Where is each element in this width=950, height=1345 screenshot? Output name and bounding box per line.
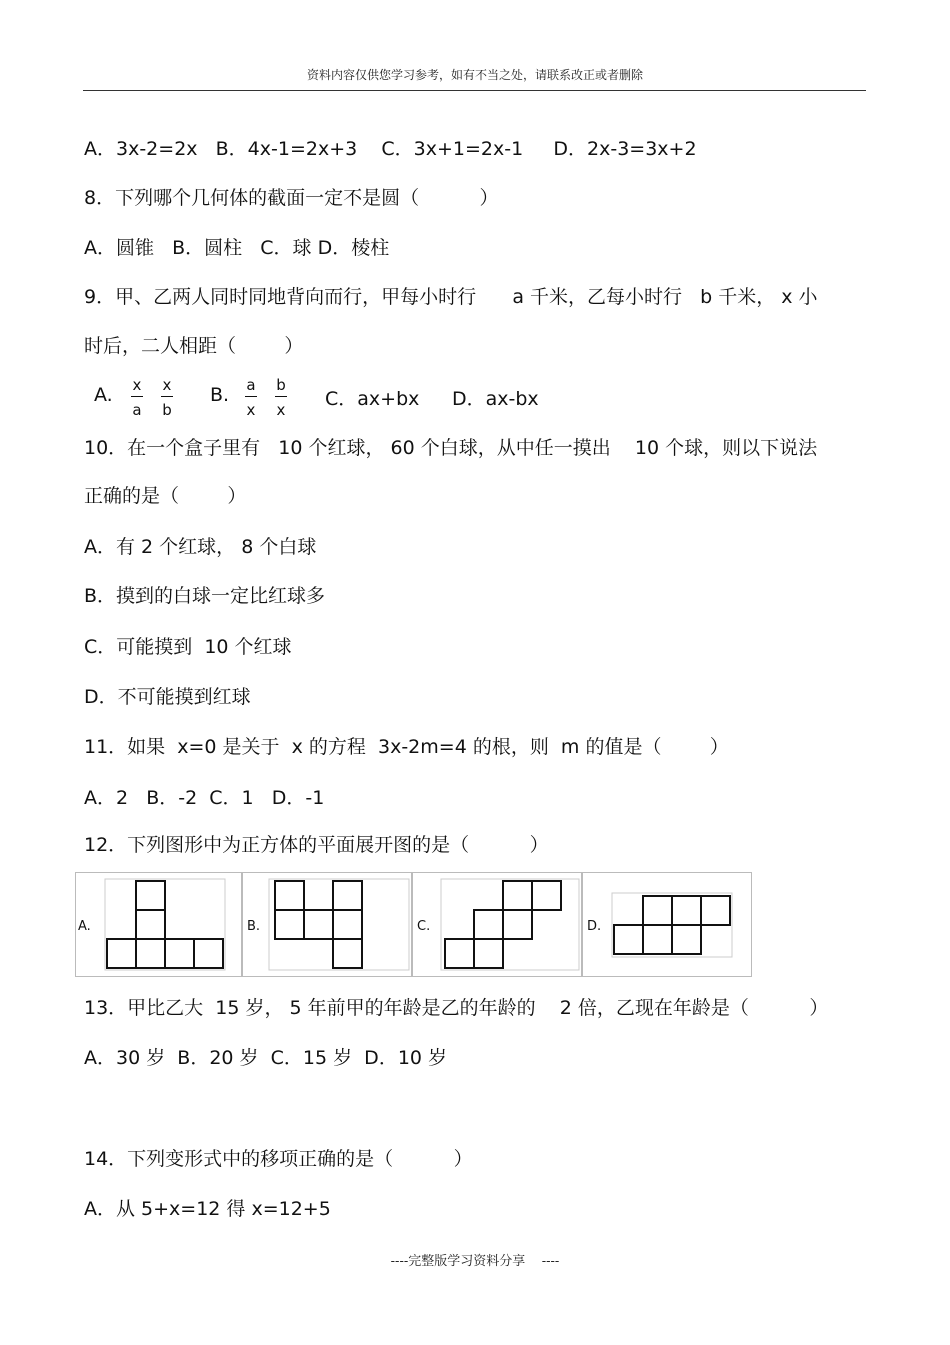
q9-option-a-label: A. xyxy=(94,384,113,406)
cube-net-d-drawing xyxy=(583,873,751,976)
q9-question-line1: 9．甲、乙两人同时同地背向而行，甲每小时行 a 千米，乙每小时行 b 千米， x 小 xyxy=(84,286,818,308)
page-header: 资料内容仅供您学习参考，如有不当之处，请联系改正或者删除 xyxy=(306,68,643,82)
q9-b-num2: b xyxy=(276,376,286,394)
cube-net-a-drawing xyxy=(76,873,241,976)
q9-a-num2: x xyxy=(162,376,172,394)
q9-option-d: D．ax-bx xyxy=(452,388,539,410)
q9-b-num1: a xyxy=(246,376,256,394)
q9-a-den2: b xyxy=(162,401,172,419)
q8-question: 8．下列哪个几何体的截面一定不是圆（ ） xyxy=(84,187,499,209)
q10-option-c: C．可能摸到 10 个红球 xyxy=(84,636,292,658)
q14-question: 14．下列变形式中的移项正确的是（ ） xyxy=(84,1148,473,1170)
q11-options: A．2 B．-2 C．1 D．-1 xyxy=(84,787,325,809)
q12-figure-c-label: C. xyxy=(417,919,431,934)
q9-b-bar2 xyxy=(275,396,287,397)
q12-figure-d-label: D. xyxy=(587,919,602,934)
q9-option-b-label: B. xyxy=(210,384,230,406)
q12-figure-a xyxy=(75,872,242,977)
page-footer: ----完整版学习资料分享 ---- xyxy=(390,1254,560,1269)
q9-question-line2: 时后，二人相距（ ） xyxy=(84,335,304,357)
q12-figure-d xyxy=(582,872,752,977)
q9-a-den1: a xyxy=(132,401,142,419)
q10-question-line1: 10．在一个盒子里有 10 个红球， 60 个白球，从中任一摸出 10 个球，则以下说法 xyxy=(84,437,818,459)
q13-options: A．30 岁 B．20 岁 C．15 岁 D．10 岁 xyxy=(84,1047,448,1069)
q12-question: 12．下列图形中为正方体的平面展开图的是（ ） xyxy=(84,834,549,856)
q9-b-den2: x xyxy=(276,401,286,419)
q12-figure-a-label: A. xyxy=(78,919,91,934)
q13-question: 13．甲比乙大 15 岁， 5 年前甲的年龄是乙的年龄的 2 倍，乙现在年龄是（ ） xyxy=(84,997,829,1019)
q9-a-bar1 xyxy=(131,396,143,397)
q12-figure-b-label: B. xyxy=(247,919,261,934)
q10-option-b: B．摸到的白球一定比红球多 xyxy=(84,585,326,607)
q7-options: A．3x-2=2x B．4x-1=2x+3 C．3x+1=2x-1 D．2x-3=3x+2 xyxy=(84,138,697,160)
q9-b-bar1 xyxy=(245,396,257,397)
cube-net-c-drawing xyxy=(413,873,581,976)
q10-question-line2: 正确的是（ ） xyxy=(84,485,247,507)
q14-option-a: A．从 5+x=12 得 x=12+5 xyxy=(84,1198,331,1220)
header-rule xyxy=(83,90,866,91)
q11-question: 11．如果 x=0 是关于 x 的方程 3x-2m=4 的根，则 m 的值是（ ） xyxy=(84,736,729,758)
q10-option-a: A．有 2 个红球， 8 个白球 xyxy=(84,536,317,558)
cube-net-b-drawing xyxy=(243,873,411,976)
q12-figure-b xyxy=(242,872,412,977)
q12-figure-c xyxy=(412,872,582,977)
q10-option-d: D．不可能摸到红球 xyxy=(84,686,251,708)
q9-a-num1: x xyxy=(132,376,142,394)
q9-option-c: C．ax+bx xyxy=(325,388,420,410)
q9-a-bar2 xyxy=(161,396,173,397)
q9-b-den1: x xyxy=(246,401,256,419)
q8-options: A．圆锥 B．圆柱 C．球 D．棱柱 xyxy=(84,237,390,259)
